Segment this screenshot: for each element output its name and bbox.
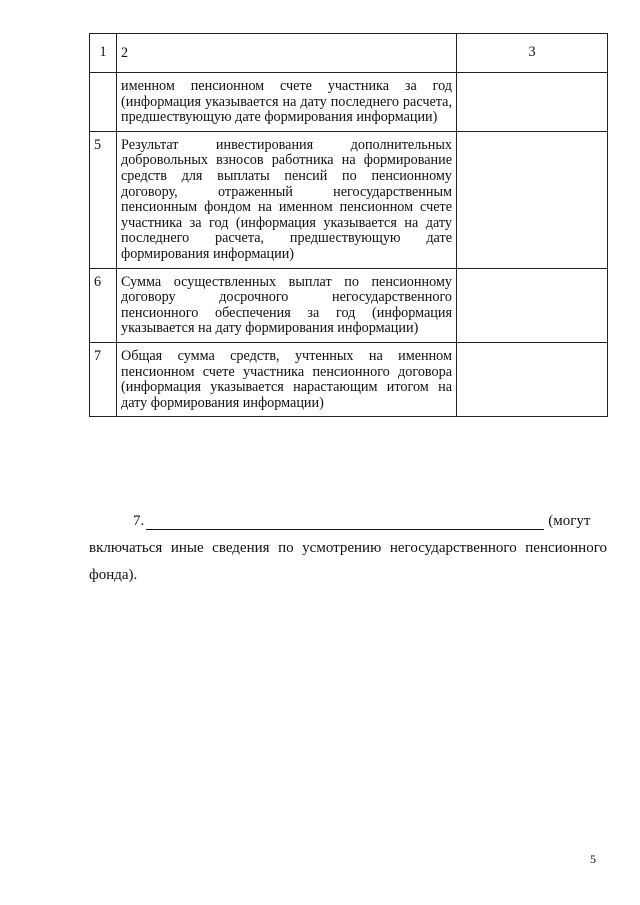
row-values xyxy=(457,131,608,268)
header-col-1: 1 xyxy=(90,34,117,73)
note-item-number: 7. xyxy=(133,513,145,529)
row-description: Результат инвестирования дополнительных добровольных взносов работника на формирование средств для выплаты пенсий по пенсионному договору, отраженный негосударственным пенсионным фондом на именном пенсионном счете участника за год (информация указывается на дату последнего расчета, предшествующую дате формирования информации) xyxy=(117,131,457,268)
row-number xyxy=(90,73,117,132)
note-line-3: фонда). xyxy=(89,567,138,583)
row-description: именном пенсионном счете участника за год (информация указывается на дату последнего расчета, предшествующую дате формирования информации) xyxy=(117,73,457,132)
row-number: 6 xyxy=(90,268,117,342)
row-values xyxy=(457,342,608,416)
data-table xyxy=(89,33,608,417)
table-row xyxy=(90,131,608,268)
table-row xyxy=(90,268,608,342)
table-header-row xyxy=(90,34,608,73)
row-number: 5 xyxy=(90,131,117,268)
row-values xyxy=(457,73,608,132)
header-col-2: 2 xyxy=(117,34,457,73)
note-line-1 xyxy=(133,513,590,530)
row-number: 7 xyxy=(90,342,117,416)
page-number: 5 xyxy=(590,852,596,866)
header-col-3: 3 xyxy=(457,34,608,73)
note-line-1-tail: (могут xyxy=(548,513,591,529)
row-description: Общая сумма средств, учтенных на именном пенсионном счете участника пенсионного договора (информация указывается нарастающим итогом на дату формирования информации) xyxy=(117,342,457,416)
note-line-2: включаться иные сведения по усмотрению негосударственного пенсионного xyxy=(89,540,607,556)
blank-fill-line xyxy=(146,515,544,530)
table-row xyxy=(90,342,608,416)
row-values xyxy=(457,268,608,342)
table-row xyxy=(90,73,608,132)
row-description: Сумма осуществленных выплат по пенсионному договору досрочного негосударственного пенсионного обеспечения за год (информация указывается на дату формирования информации) xyxy=(117,268,457,342)
